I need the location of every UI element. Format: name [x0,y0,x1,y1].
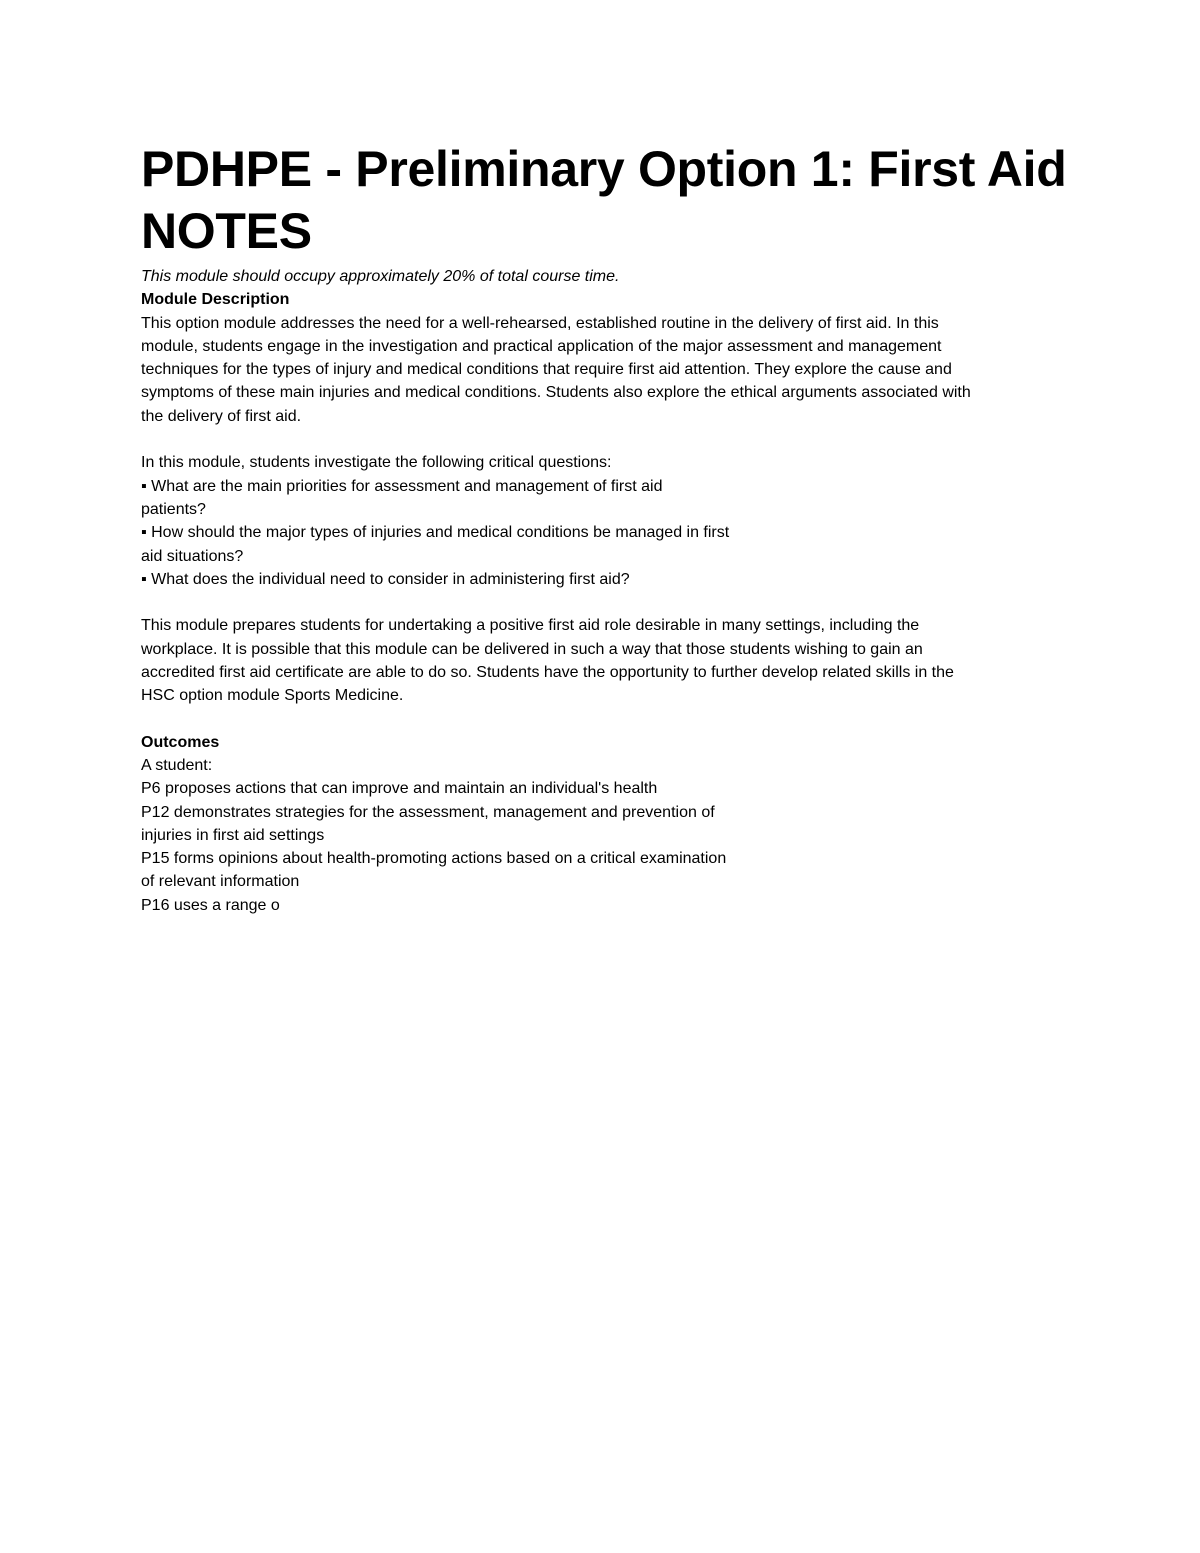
paragraph-spacer [141,708,1071,731]
outcome-line: P16 uses a range o [141,896,280,914]
critical-questions-list [141,475,1071,591]
paragraph-line: workplace. It is possible that this module can be delivered in such a way that those students wishing to gain an [141,640,923,658]
title-line: PDHPE - Preliminary Option 1: First Aid [141,141,1067,197]
document-page [141,138,1071,917]
outcome-line: of relevant information [141,873,300,891]
paragraph-spacer [141,428,1071,451]
paragraph-line: HSC option module Sports Medicine. [141,687,404,705]
question-line: aid situations? [141,547,244,565]
question-line: patients? [141,500,206,518]
outcome-line: injuries in first aid settings [141,826,325,844]
outcome-line: P15 forms opinions about health-promoting actions based on a critical examination [141,850,727,868]
paragraph-line: symptoms of these main injuries and medical conditions. Students also explore the ethical arguments associated with [141,384,971,402]
title-line: NOTES [141,203,312,259]
paragraph-line: This option module addresses the need for a well-rehearsed, established routine in the delivery of first aid. In this [141,314,939,332]
paragraph-spacer [141,591,1071,614]
outcomes-heading: Outcomes [141,733,220,751]
paragraph-line: accredited first aid certificate are able to do so. Students have the opportunity to further develop related skills in the [141,664,954,682]
outcome-line: P6 proposes actions that can improve and maintain an individual's health [141,780,658,798]
question-line: ▪ What are the main priorities for assessment and management of first aid [141,477,663,495]
outcomes-list [141,754,1071,917]
document-title [141,138,1071,262]
question-line: ▪ What does the individual need to consider in administering first aid? [141,570,630,588]
paragraph-line: module, students engage in the investigation and practical application of the major assessment and management [141,337,942,355]
module-description-paragraph [141,312,1071,428]
module-preparation-paragraph [141,614,1071,707]
paragraph-line: techniques for the types of injury and medical conditions that require first aid attention. They explore the cause and [141,361,952,379]
outcome-line: A student: [141,756,213,774]
question-line: ▪ How should the major types of injuries and medical conditions be managed in first [141,524,730,542]
paragraph-line: the delivery of first aid. [141,407,302,425]
module-description-heading: Module Description [141,291,290,309]
outcome-line: P12 demonstrates strategies for the assessment, management and prevention of [141,803,715,821]
critical-questions-intro: In this module, students investigate the following critical questions: [141,454,612,472]
module-time-note: This module should occupy approximately 20% of total course time. [141,268,620,285]
paragraph-line: This module prepares students for undertaking a positive first aid role desirable in many settings, including the [141,617,920,635]
